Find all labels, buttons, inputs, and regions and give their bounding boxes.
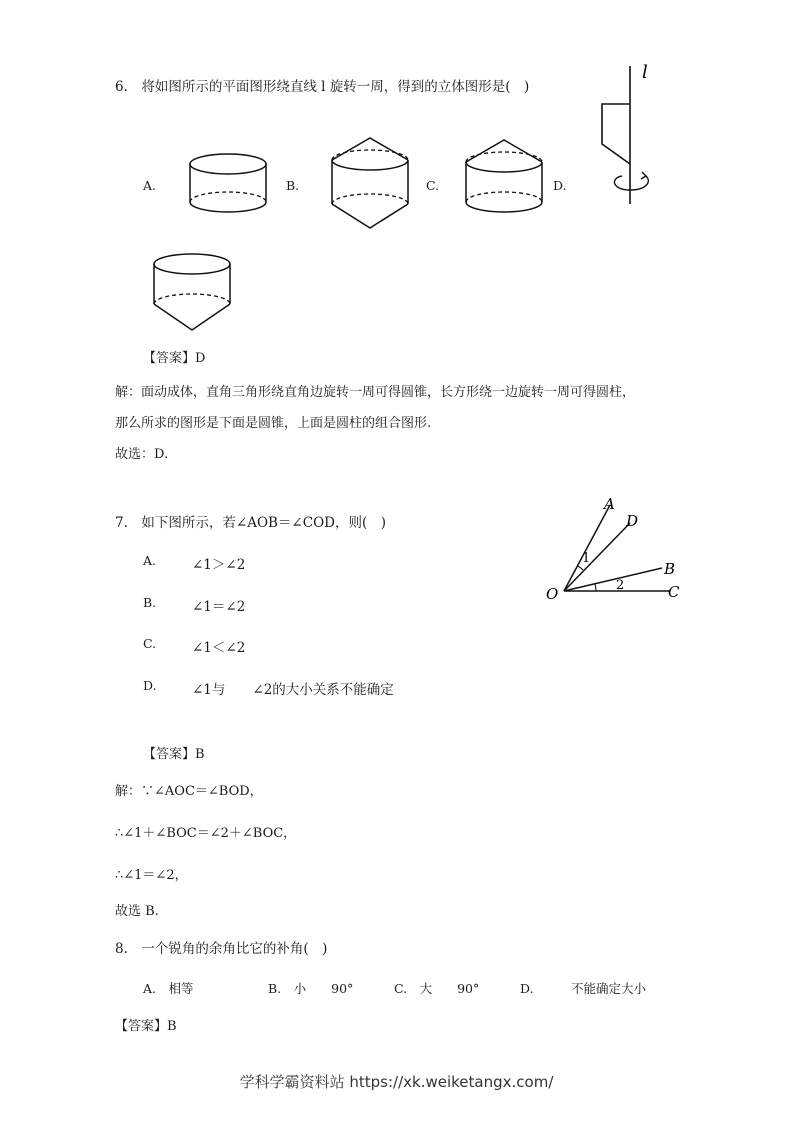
q7-solution-line-4: 故选 B. [115,904,159,919]
angle-1-label: 1 [582,551,591,566]
q7-solution-line-3: ∴∠1＝∠2， [115,868,188,883]
page-footer-link[interactable]: 学科学霸资料站 https://xk.weiketangx.com/ [239,1073,554,1091]
point-o-label: O [546,585,559,603]
q7-solution-line-2: ∴∠1＋∠BOC＝∠2＋∠BOC， [115,826,297,841]
q6-option-a-label: A. [143,178,157,193]
ray-ob [564,568,662,591]
q8-option-a: A. 相等 [143,981,194,996]
q6-option-d-cylinder-cone [150,250,234,334]
q6-stem: 6. 将如图所示的平面图形绕直线 l 旋转一周，得到的立体图形是( ) [115,79,530,95]
q7-option-a-text: ∠1＞∠2 [192,557,246,573]
angle-2-label: 2 [616,578,625,593]
q8-option-d: D. 不能确定大小 [520,981,647,996]
q7-solution-line-1: 解：∵∠AOC＝∠BOD， [115,784,263,799]
q6-solution-line-3: 故选：D. [115,447,169,462]
ray-oa [564,505,610,591]
q7-option-b-label: B. [143,595,157,610]
q6-option-c-label: C. [426,178,440,193]
q7-option-b-text: ∠1＝∠2 [192,599,246,615]
point-b-label: B [664,560,676,578]
q7-answer: 【答案】B [143,747,205,762]
q7-stem: 7. 如下图所示，若∠AOB＝∠COD，则( ) [115,515,386,531]
point-c-label: C [668,583,680,601]
q8-stem: 8. 一个锐角的余角比它的补角( ) [115,941,328,957]
angle-1-arc [578,566,583,570]
angle-2-arc [595,584,596,591]
q8-option-b: B. 小 90° [268,981,354,996]
q6-option-b-label: B. [286,178,300,193]
q6-answer: 【答案】D [143,351,206,366]
q6-option-a-cylinder [186,150,270,218]
q8-answer: 【答案】B [115,1019,177,1034]
q6-option-d-label: D. [553,178,567,193]
axis-label-l: l [642,62,648,83]
q6-solution-line-1: 解：面动成体，直角三角形绕直角边旋转一周可得圆锥，长方形绕一边旋转一周可得圆柱， [115,385,636,400]
q7-angle-figure [540,495,690,607]
q6-option-b-double-cone-cylinder [328,134,412,232]
q6-plane-figure [590,58,670,208]
point-a-label: A [604,495,615,513]
q6-option-c-cone-cylinder [462,136,546,220]
trapezoid-shape [602,104,630,164]
q7-option-c-text: ∠1＜∠2 [192,640,246,656]
q7-option-a-label: A. [143,553,157,568]
q7-option-d-text: ∠1与 ∠2的大小关系不能确定 [192,682,394,698]
point-d-label: D [626,512,639,530]
q7-option-c-label: C. [143,636,157,651]
q7-option-d-label: D. [143,678,157,693]
q6-solution-line-2: 那么所求的图形是下面是圆锥，上面是圆柱的组合图形. [115,416,432,431]
q8-option-c: C. 大 90° [394,981,480,996]
